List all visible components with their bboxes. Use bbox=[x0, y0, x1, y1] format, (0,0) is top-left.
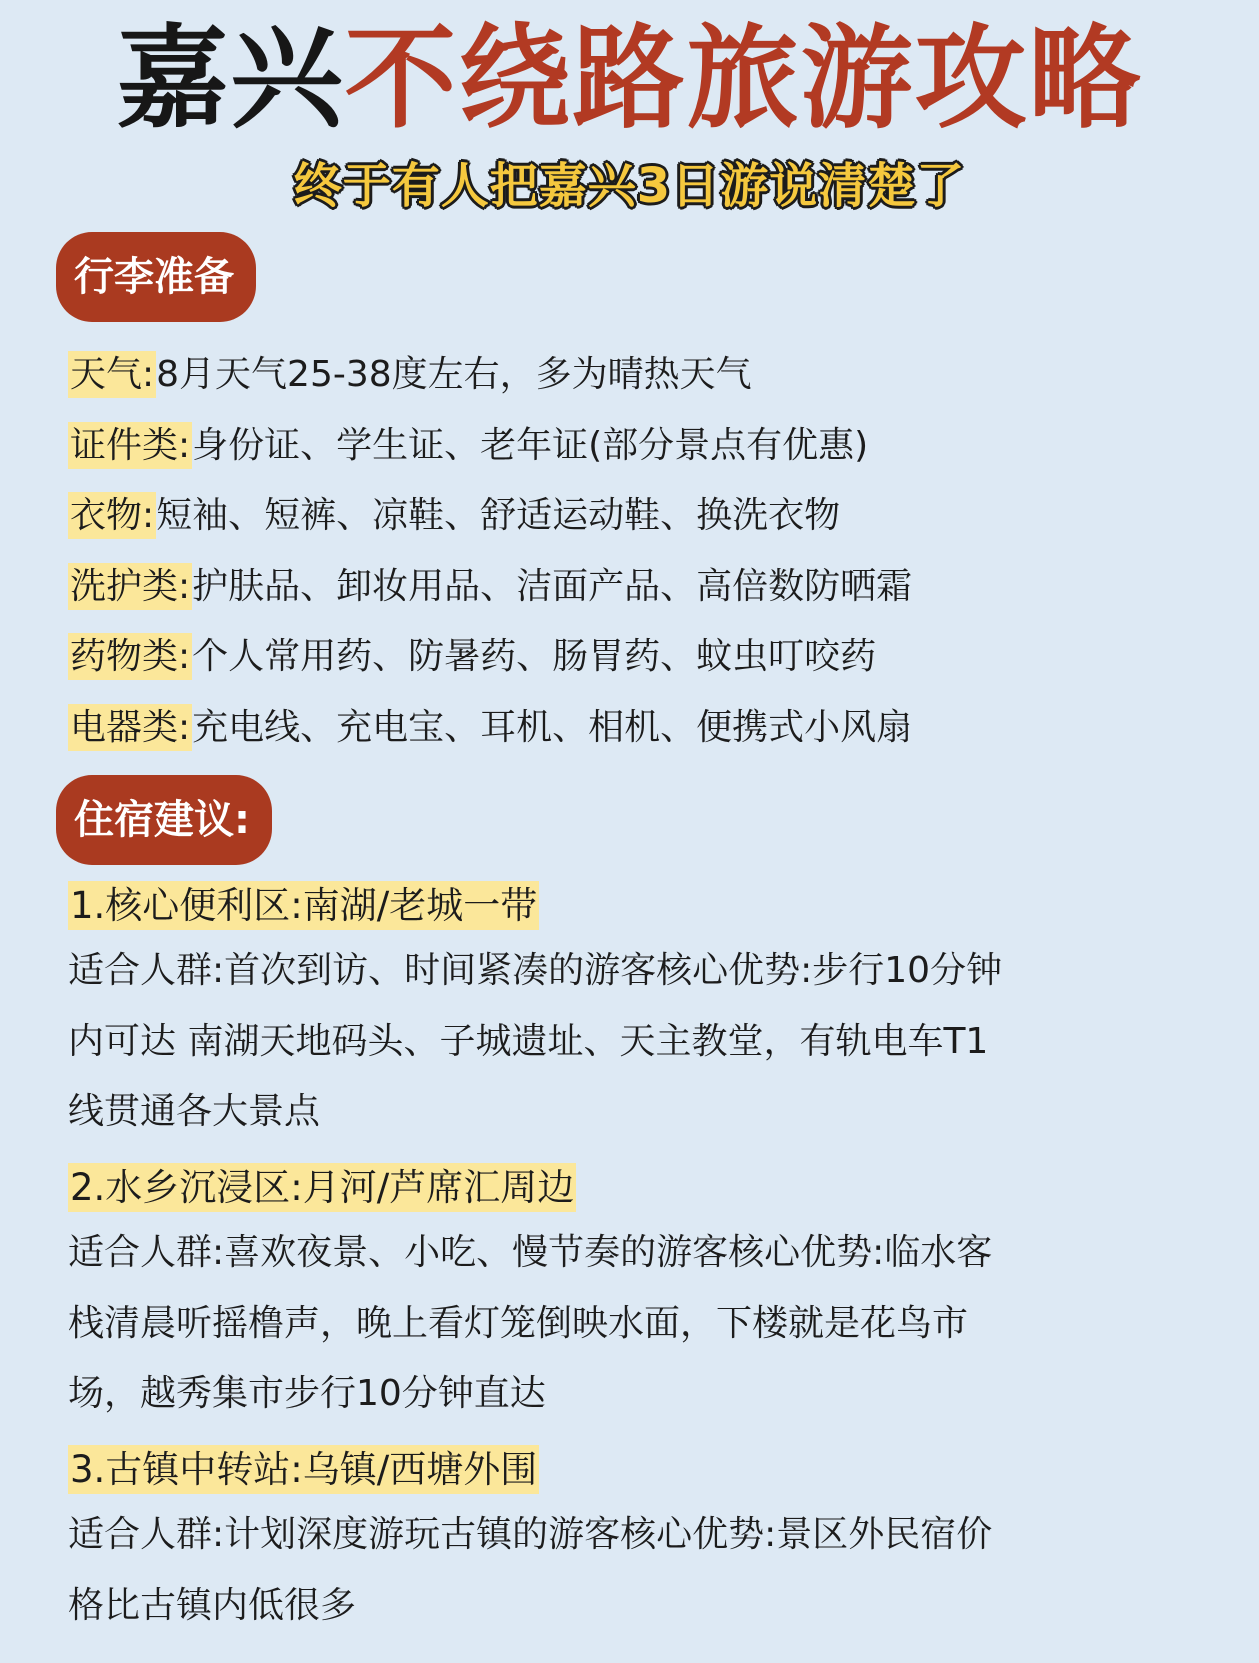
lodging-area-core bbox=[68, 876, 1218, 1148]
luggage-item-electronics bbox=[68, 693, 1208, 764]
lodging-area-ancient-town bbox=[68, 1440, 1218, 1641]
title-topic: 不绕路旅游攻略 bbox=[344, 14, 1143, 144]
luggage-item-label: 衣物: bbox=[68, 492, 156, 539]
luggage-item-text: 短袖、短裤、凉鞋、舒适运动鞋、换洗衣物 bbox=[156, 495, 841, 536]
lodging-area-watertown bbox=[68, 1158, 1218, 1430]
title-city: 嘉兴 bbox=[116, 14, 345, 144]
luggage-item-label: 天气: bbox=[68, 351, 156, 398]
lodging-area-description bbox=[68, 1500, 1218, 1641]
luggage-item-clothing bbox=[68, 481, 1208, 552]
description-line: 栈清晨听摇橹声，晚上看灯笼倒映水面，下楼就是花鸟市 bbox=[68, 1302, 969, 1344]
luggage-list bbox=[68, 340, 1208, 763]
description-line: 场，越秀集市步行10分钟直达 bbox=[68, 1373, 546, 1414]
description-line: 线贯通各大景点 bbox=[68, 1091, 321, 1132]
lodging-area-description bbox=[68, 936, 1218, 1148]
luggage-item-text: 护肤品、卸妆用品、洁面产品、高倍数防晒霜 bbox=[192, 565, 913, 607]
luggage-item-text: 身份证、学生证、老年证(部分景点有优惠) bbox=[192, 424, 869, 466]
lodging-area-title: 1.核心便利区:南湖/老城一带 bbox=[68, 881, 539, 930]
lodging-area-title: 3.古镇中转站:乌镇/西塘外围 bbox=[68, 1445, 539, 1494]
luggage-item-label: 电器类: bbox=[68, 704, 192, 751]
luggage-item-text: 充电线、充电宝、耳机、相机、便携式小风扇 bbox=[192, 706, 913, 748]
luggage-item-documents bbox=[68, 411, 1208, 482]
luggage-item-medicine bbox=[68, 622, 1208, 693]
luggage-item-label: 药物类: bbox=[68, 633, 192, 680]
section-heading-luggage: 行李准备 bbox=[56, 232, 256, 322]
luggage-item-weather bbox=[68, 340, 1208, 411]
luggage-item-label: 证件类: bbox=[68, 422, 192, 469]
description-line: 适合人群:喜欢夜景、小吃、慢节奏的游客核心优势:临水客 bbox=[68, 1232, 993, 1273]
luggage-item-label: 洗护类: bbox=[68, 563, 192, 610]
page-title bbox=[0, 14, 1259, 144]
lodging-area-description bbox=[68, 1218, 1218, 1430]
description-line: 格比古镇内低很多 bbox=[68, 1584, 357, 1626]
luggage-item-text: 个人常用药、防暑药、肠胃药、蚊虫叮咬药 bbox=[192, 636, 877, 677]
section-heading-lodging: 住宿建议: bbox=[56, 775, 272, 865]
luggage-item-text: 8月天气25-38度左右，多为晴热天气 bbox=[156, 354, 752, 395]
description-line: 适合人群:首次到访、时间紧凑的游客核心优势:步行10分钟 bbox=[68, 950, 1003, 991]
lodging-area-title: 2.水乡沉浸区:月河/芦席汇周边 bbox=[68, 1163, 576, 1212]
page-subtitle: 终于有人把嘉兴3日游说清楚了 bbox=[293, 158, 966, 214]
luggage-item-toiletries bbox=[68, 552, 1208, 623]
description-line: 内可达 南湖天地码头、子城遗址、天主教堂，有轨电车T1 bbox=[68, 1020, 989, 1062]
description-line: 适合人群:计划深度游玩古镇的游客核心优势:景区外民宿价 bbox=[68, 1514, 993, 1555]
